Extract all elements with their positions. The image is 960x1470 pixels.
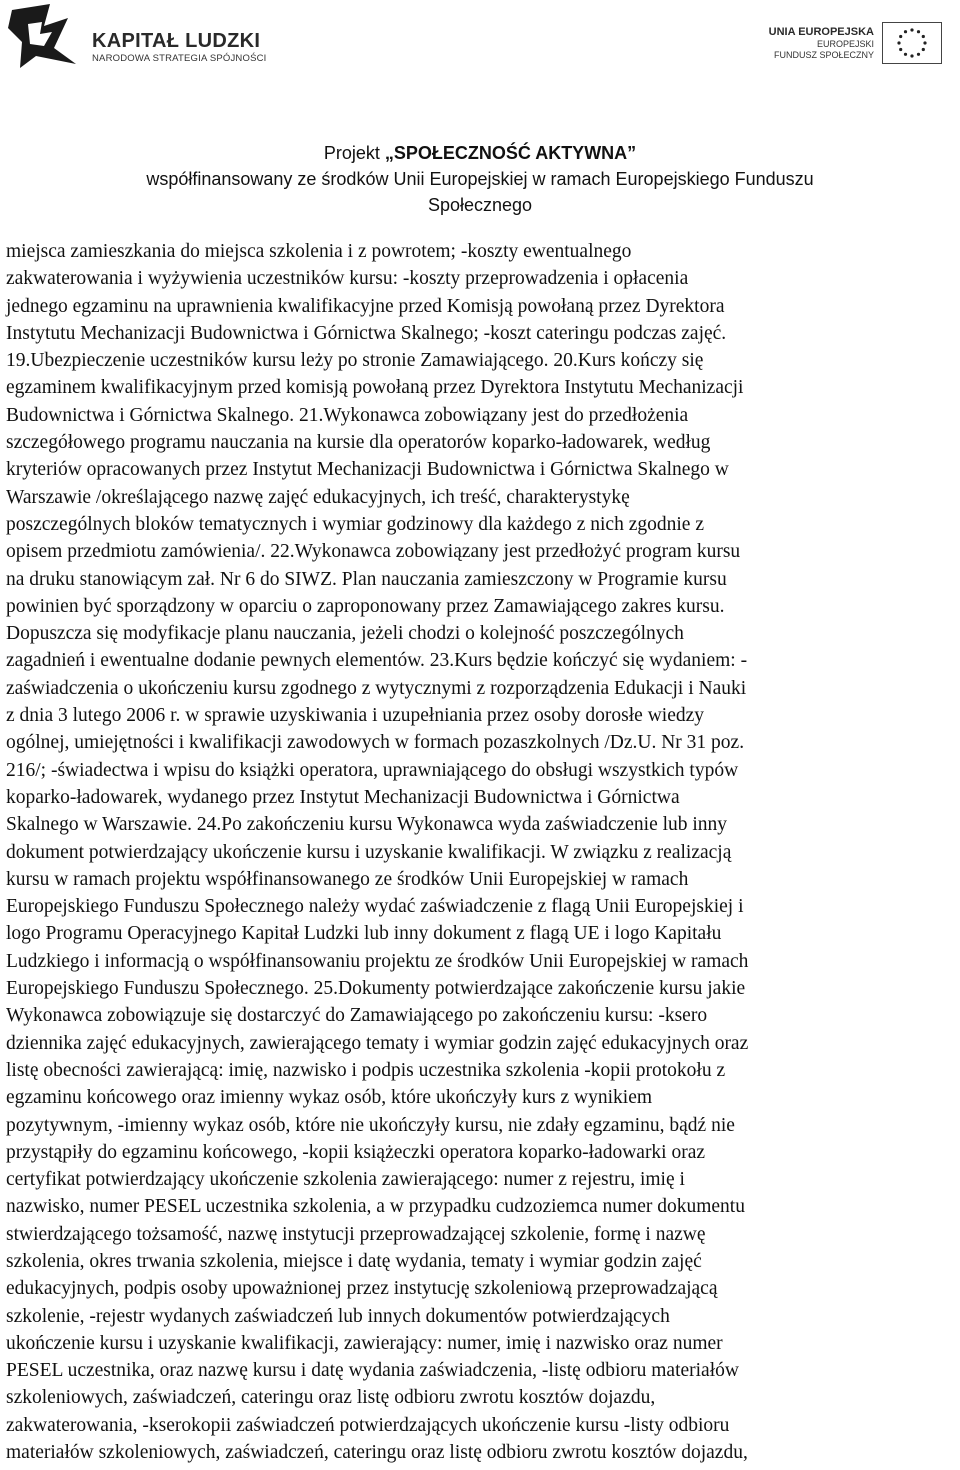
body-text-line: koparko-ładowarek, wydanego przez Instytut Mechanizacji Budownictwa i Górnictwa	[6, 786, 680, 808]
body-text-line: PESEL uczestnika, oraz nazwę kursu i datę wydania zaświadczenia, -listę odbioru materiałów	[6, 1360, 739, 1382]
body-text-line: Dopuszcza się modyfikacje planu nauczania, jeżeli chodzi o kolejność poszczególnych	[6, 623, 684, 645]
body-text-line: Budownictwa i Górnictwa Skalnego. 21.Wykonawca zobowiązany jest do przedłożenia	[6, 404, 689, 426]
eu-logo-line1: UNIA EUROPEJSKA	[768, 26, 874, 38]
body-text-line: listę obecności zawierającą: imię, nazwisko i podpis uczestnika szkolenia -kopii protokołu z	[6, 1059, 726, 1081]
body-text-line: zaświadczenia o ukończeniu kursu zgodnego z wytycznymi z rozporządzenia Edukacji i Nauki	[6, 677, 747, 699]
body-text-line: logo Programu Operacyjnego Kapitał Ludzki lub inny dokument z flagą UE i logo Kapitału	[6, 923, 722, 945]
eu-flag-icon	[882, 22, 942, 64]
body-text-line: na druku stanowiącym zał. Nr 6 do SIWZ. Plan nauczania zamieszczony w Programie kursu	[6, 568, 727, 590]
body-text-line: szkolenie, -rejestr wydanych zaświadczeń lub innych dokumentów potwierdzających	[6, 1305, 670, 1327]
body-text-line: szkoleniowych, zaświadczeń, cateringu oraz listę odbioru zwrotu kosztów dojazdu,	[6, 1387, 656, 1409]
body-text-line: pozytywnym, -imienny wykaz osób, które nie ukończyły kursu, nie zdały egzaminu, bądź nie	[6, 1114, 735, 1136]
project-prefix: Projekt	[323, 143, 385, 163]
body-text-line: ukończenie kursu i uzyskanie kwalifikacji, zawierający: numer, imię i nazwisko oraz numer	[6, 1332, 723, 1354]
body-text-line: dziennika zajęć edukacyjnych, zawierającego tematy i wymiar godzin zajęć edukacyjnych oraz	[6, 1032, 749, 1054]
document-body	[6, 238, 946, 1466]
body-text-line: Instytutu Mechanizacji Budownictwa i Górnictwa Skalnego; -koszt cateringu podczas zajęć.	[6, 322, 727, 344]
eu-logo-text	[769, 26, 874, 61]
body-text-line: certyfikat potwierdzający ukończenie szkolenia zawierającego: numer z rejestru, imię i	[6, 1169, 685, 1191]
kapital-ludzki-subtitle: NARODOWA STRATEGIA SPÓJNOŚCI	[92, 53, 267, 64]
body-text-line: edukacyjnych, podpis osoby upoważnionej przez instytucję szkoleniową przeprowadzającą	[6, 1278, 718, 1300]
body-text-line: szczegółowego programu nauczania na kursie dla operatorów koparko-ładowarek, według	[6, 432, 711, 454]
kapital-ludzki-logo	[6, 4, 268, 70]
kapital-ludzki-title: KAPITAŁ LUDZKI	[92, 30, 261, 52]
body-text-line: nazwisko, numer PESEL uczestnika szkolenia, a w przypadku cudzoziemca numer dokumentu	[6, 1196, 745, 1218]
body-text-line: Europejskiego Funduszu Społecznego należy wydać zaświadczenie z flagą Unii Europejskiej i	[6, 896, 744, 918]
body-text-line: Wykonawca zobowiązuje się dostarczyć do Zamawiającego po zakończeniu kursu: -ksero	[6, 1005, 708, 1027]
body-text-line: Warszawie /określającego nazwę zajęć edukacyjnych, ich treść, charakterystykę	[6, 486, 630, 508]
project-header	[0, 140, 960, 218]
body-text-line: z dnia 3 lutego 2006 r. w sprawie uzyskiwania i uzupełniania przez osoby dorosłe wiedzy	[6, 705, 705, 727]
body-text-line: dokument potwierdzający ukończenie kursu i uzyskanie kwalifikacji. W związku z realizacją	[6, 841, 732, 863]
body-text-line: przystąpiły do egzaminu końcowego, -kopii książeczki operatora koparko-ładowarki oraz	[6, 1141, 706, 1163]
body-text-line: 216/; -świadectwa i wpisu do książki operatora, uprawniającego do obsługi wszystkich typów	[6, 759, 739, 781]
body-text-line: Ludzkiego i informacją o współfinansowaniu projektu ze środków Unii Europejskiej w ramach	[6, 950, 749, 972]
body-text-line: ogólnej, umiejętności i kwalifikacji zawodowych w formach pozaszkolnych /Dz.U. Nr 31 poz.	[6, 732, 745, 754]
body-text-line: kursu w ramach projektu współfinansowanego ze środków Unii Europejskiej w ramach	[6, 868, 689, 890]
eu-logo-line2: EUROPEJSKI	[816, 39, 874, 49]
body-text-line: zakwaterowania, -kserokopii zaświadczeń potwierdzających ukończenie kursu -listy odbioru	[6, 1414, 730, 1436]
body-text-line: egzaminem kwalifikacyjnym przed komisją powołaną przez Dyrektora Instytutu Mechanizacji	[6, 377, 744, 399]
project-title-line	[0, 140, 960, 166]
body-text-line: 19.Ubezpieczenie uczestników kursu leży po stronie Zamawiającego. 20.Kurs kończy się	[6, 350, 704, 372]
body-text-line: miejsca zamieszkania do miejsca szkolenia i z powrotem; -koszty ewentualnego	[6, 241, 632, 262]
project-name: „SPOŁECZNOŚĆ AKTYWNA”	[384, 143, 637, 163]
project-cofinanced-line: współfinansowany ze środków Unii Europejskiej w ramach Europejskiego Funduszu	[146, 169, 814, 189]
body-text-line: Europejskiego Funduszu Społecznego. 25.Dokumenty potwierdzające zakończenie kursu jakie	[6, 978, 746, 1000]
body-text-line: Skalnego w Warszawie. 24.Po zakończeniu kursu Wykonawca wyda zaświadczenie lub inny	[6, 814, 728, 836]
kapital-ludzki-logo-icon	[6, 4, 82, 70]
body-text-line: materiałów szkoleniowych, zaświadczeń, cateringu oraz listę odbioru zwrotu kosztów dojazdu,	[6, 1442, 748, 1464]
body-text-line: poszczególnych bloków tematycznych i wymiar godzinowy dla każdego z nich zgodnie z	[6, 513, 704, 535]
body-text-line: zakwaterowania i wyżywienia uczestników kursu: -koszty przeprowadzenia i opłacenia	[6, 268, 689, 290]
body-text-line: stwierdzającego tożsamość, nazwę instytucji przeprowadzającej szkolenie, formę i nazwę	[6, 1223, 706, 1245]
body-text-line: szkolenia, okres trwania szkolenia, miejsce i datę wydania, tematy i wymiar godzin zajęć	[6, 1250, 702, 1272]
body-text-line: zagadnień i ewentualne dodanie pewnych elementów. 23.Kurs będzie kończyć się wydaniem: -	[6, 650, 748, 672]
eu-logo	[768, 12, 950, 72]
body-text-line: powinien być sporządzony w oparciu o zaproponowany przez Zamawiającego zakres kursu.	[6, 595, 725, 617]
body-text-line: jednego egzaminu na uprawnienia kwalifikacyjne przed Komisją powołaną przez Dyrektora	[6, 295, 725, 317]
body-text-line: egzaminu końcowego oraz imienny wykaz osób, które ukończyły kurs z wynikiem	[6, 1087, 653, 1109]
body-text-line: kryteriów opracowanych przez Instytut Mechanizacji Budownictwa i Górnictwa Skalnego w	[6, 459, 729, 481]
eu-logo-line3: FUNDUSZ SPOŁECZNY	[773, 50, 874, 60]
body-text-line: opisem przedmiotu zamówienia/. 22.Wykonawca zobowiązany jest przedłożyć program kursu	[6, 541, 741, 563]
project-fund-line: Społecznego	[427, 195, 533, 215]
